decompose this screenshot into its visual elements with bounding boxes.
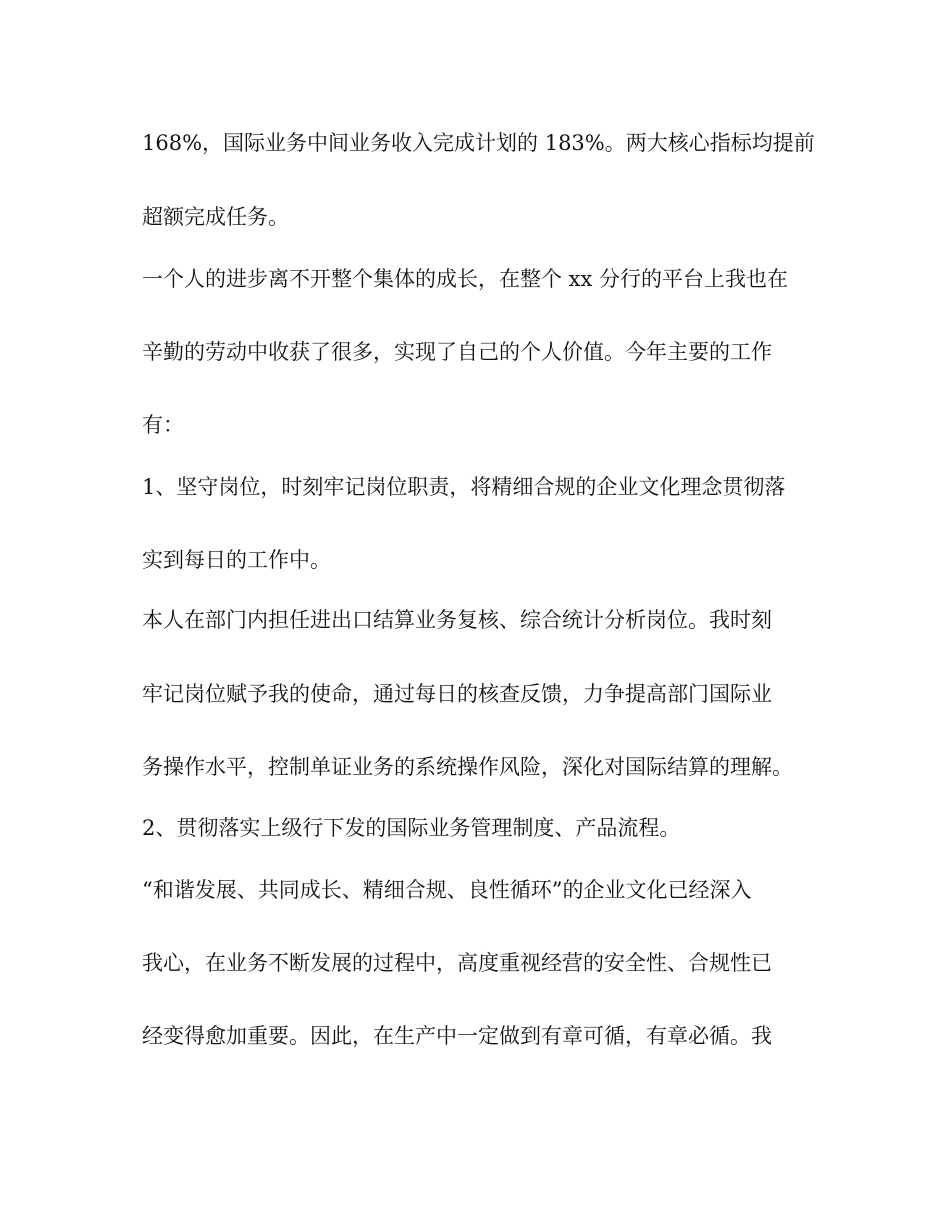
text-line: 168%，国际业务中间业务收入完成计划的 183%。两大核心指标均提前 bbox=[142, 131, 815, 155]
text-line: 1、坚守岗位，时刻牢记岗位职责，将精细合规的企业文化理念贯彻落 bbox=[142, 475, 786, 499]
text-line: 务操作水平，控制单证业务的系统操作风险，深化对国际结算的理解。 bbox=[142, 755, 793, 779]
text-line: 本人在部门内担任进出口结算业务复核、综合统计分析岗位。我时刻 bbox=[142, 608, 772, 632]
text-line: 有： bbox=[142, 413, 184, 437]
text-line: “和谐发展、共同成长、精细合规、良性循环”的企业文化已经深入 bbox=[142, 878, 752, 902]
text-line: 经变得愈加重要。因此，在生产中一定做到有章可循，有章必循。我 bbox=[142, 1024, 772, 1048]
text-line: 一个人的进步离不开整个集体的成长，在整个 xx 分行的平台上我也在 bbox=[142, 267, 789, 291]
text-line: 超额完成任务。 bbox=[142, 205, 289, 229]
text-line: 牢记岗位赋予我的使命，通过每日的核查反馈，力争提高部门国际业 bbox=[142, 682, 772, 706]
text-line: 实到每日的工作中。 bbox=[142, 548, 331, 572]
text-line: 我心，在业务不断发展的过程中，高度重视经营的安全性、合规性已 bbox=[142, 951, 772, 975]
text-line: 辛勤的劳动中收获了很多，实现了自己的个人价值。今年主要的工作 bbox=[142, 340, 772, 364]
text-line: 2、贯彻落实上级行下发的国际业务管理制度、产品流程。 bbox=[142, 816, 681, 840]
